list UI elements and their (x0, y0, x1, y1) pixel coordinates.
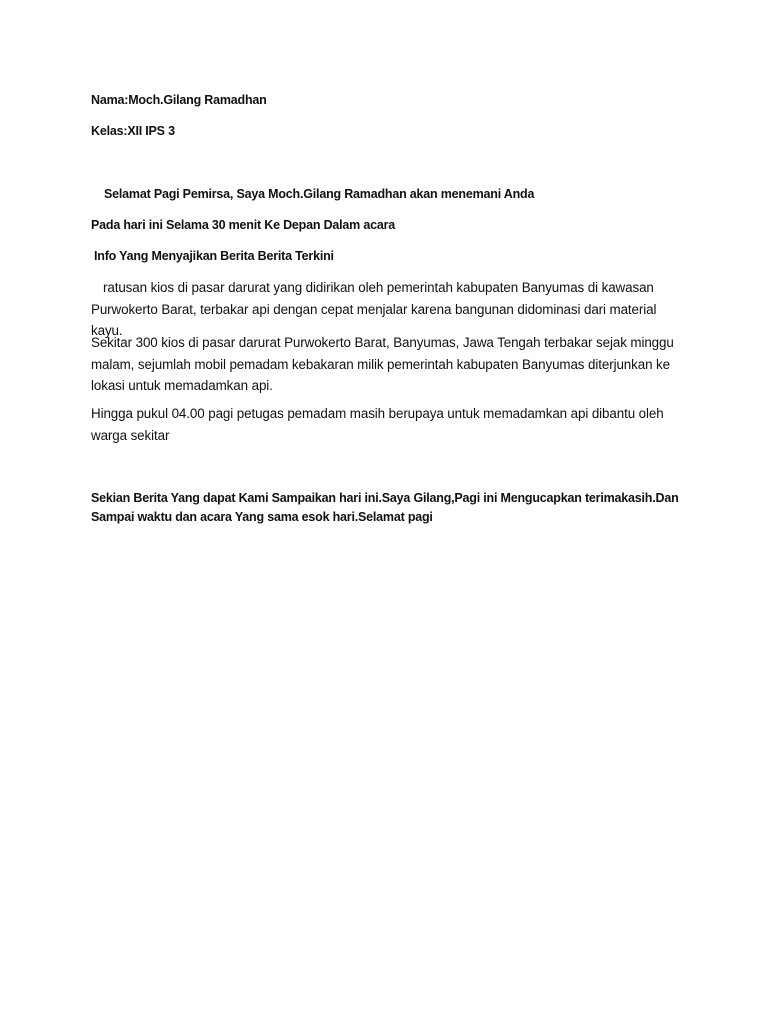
intro-greeting: Selamat Pagi Pemirsa, Saya Moch.Gilang Ramadhan akan menemani Anda (104, 187, 535, 201)
closing-statement: Sekian Berita Yang dapat Kami Sampaikan hari ini.Saya Gilang,Pagi ini Mengucapkan terimakasih.Dan Sampai waktu dan acara Yang sama esok hari.Selamat pagi (91, 491, 679, 524)
news-paragraph-1: ratusan kios di pasar darurat yang didirikan oleh pemerintah kabupaten Banyumas di kawasan Purwokerto Barat, terbakar api dengan cepat menjalar karena bangunan didominasi dari material kayu. (91, 280, 657, 338)
intro-program: Info Yang Menyajikan Berita Berita Terkini (94, 249, 334, 263)
intro-duration: Pada hari ini Selama 30 menit Ke Depan Dalam acara (91, 218, 396, 232)
student-name: Nama:Moch.Gilang Ramadhan (91, 93, 267, 107)
news-paragraph-3: Hingga pukul 04.00 pagi petugas pemadam masih berupaya untuk memadamkan api dibantu oleh warga sekitar (91, 406, 664, 443)
news-paragraph-2: Sekitar 300 kios di pasar darurat Purwokerto Barat, Banyumas, Jawa Tengah terbakar sejak minggu malam, sejumlah mobil pemadam kebakaran milik pemerintah kabupaten Banyumas diterjunkan ke lokasi untuk memadamkan api. (91, 335, 674, 393)
student-class: Kelas:XII IPS 3 (91, 124, 175, 138)
